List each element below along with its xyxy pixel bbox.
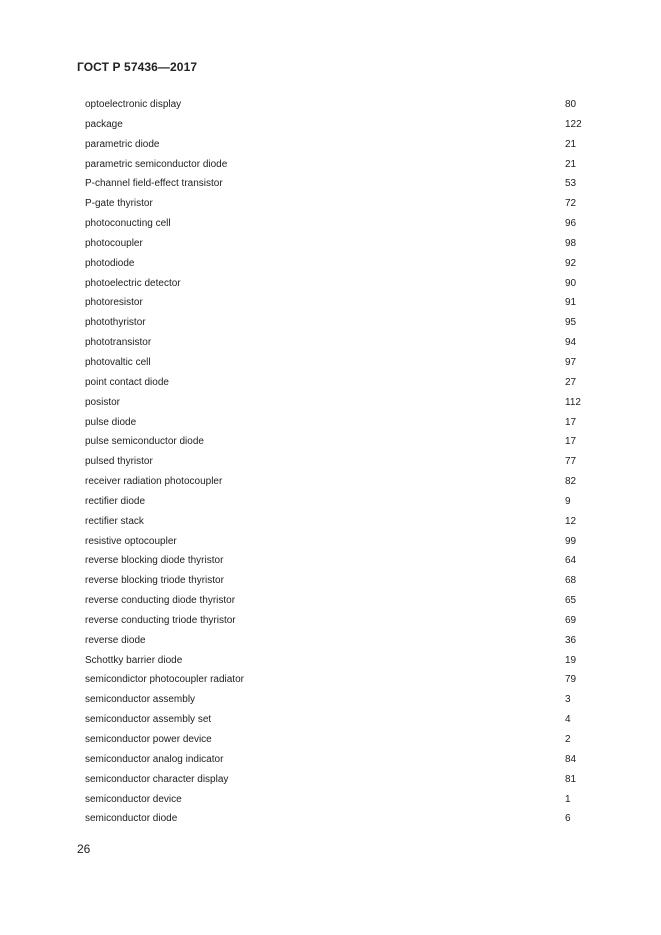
index-entry [85,214,595,234]
index-entry [85,413,595,433]
index-term: reverse conducting triode thyristor [85,614,236,626]
index-number: 68 [565,575,577,587]
index-number: 95 [565,317,577,329]
index-number: 27 [565,376,577,388]
index-term: photocoupler [85,237,143,249]
index-term: reverse conducting diode thyristor [85,595,236,607]
index-entry [85,730,595,750]
index-number: 53 [565,178,577,190]
index-entry [85,571,595,591]
page-number: 26 [77,842,91,856]
index-term: resistive optocoupler [85,535,177,547]
index-number: 4 [565,714,571,726]
index-entry [85,234,595,254]
index-number: 17 [565,416,577,428]
index-number: 17 [565,436,577,448]
index-entry [85,432,595,452]
index-term: phototransistor [85,337,152,349]
index-term: optoelectronic display [85,99,182,110]
index-term: semiconductor character display [85,773,229,785]
index-term: reverse diode [85,634,146,646]
index-term: reverse blocking triode thyristor [85,575,224,587]
index-number: 2 [565,734,571,745]
index-term: photoelectric detector [85,277,181,289]
index-number: 12 [565,515,577,527]
index-number: 91 [565,297,577,309]
index-number: 1 [565,793,571,805]
index-entry [85,135,595,155]
index-term: semiconductor assembly set [85,714,212,726]
index-number: 69 [565,614,577,626]
index-term: pulse semiconductor diode [85,436,204,448]
index-number: 90 [565,277,577,289]
index-term: photodiode [85,257,135,269]
index-number: 72 [565,198,577,210]
index-entry [85,750,595,770]
index-entry [85,333,595,353]
index-entry [85,174,595,194]
index-number: 92 [565,257,577,269]
index-term: semiconductor device [85,793,182,805]
index-entry [85,155,595,175]
index-entry [85,274,595,294]
index-term: semiconductor power device [85,734,212,745]
index-entry [85,95,595,115]
index-term: receiver radiation photocoupler [85,476,223,488]
index-number: 81 [565,773,577,785]
index-number: 3 [565,694,571,706]
index-entry [85,790,595,810]
index-number: 64 [565,555,577,567]
index-entry [85,710,595,730]
index-number: 79 [565,674,577,686]
index-entry [85,313,595,333]
index-term: semiconductor diode [85,813,178,825]
index-number: 112 [565,396,581,408]
index-term: semiconductor analog indicator [85,753,224,765]
index-term: photothyristor [85,317,146,329]
index-term: P-channel field-effect transistor [85,178,223,190]
index-term: package [85,118,123,130]
index-number: 6 [565,813,571,825]
index-term: semiconductor assembly [85,694,196,706]
index-entry [85,670,595,690]
index-term: Schottky barrier diode [85,654,183,666]
index-term: photoresistor [85,297,143,309]
index-entry [85,512,595,532]
index-number: 9 [565,495,571,507]
document-header: ГОСТ Р 57436—2017 [77,60,198,74]
index-term: parametric semiconductor diode [85,158,228,170]
index-entry [85,254,595,274]
index-term: photovaltic cell [85,356,151,368]
index-term: posistor [85,396,121,408]
index-number: 82 [565,476,577,488]
index-term: reverse blocking diode thyristor [85,555,224,567]
index-number: 122 [565,118,582,130]
index-entry [85,690,595,710]
index-term: rectifier stack [85,515,144,527]
index-entry [85,770,595,790]
term-index-list [85,95,595,829]
index-entry [85,353,595,373]
index-entry [85,293,595,313]
index-entry [85,115,595,135]
index-number: 21 [565,138,577,150]
index-number: 36 [565,634,577,646]
index-number: 21 [565,158,577,170]
index-term: semicondictor photocoupler radiator [85,674,244,686]
index-term: P-gate thyristor [85,198,153,210]
index-entry [85,373,595,393]
index-term: photoconucting cell [85,218,171,230]
index-term: rectifier diode [85,495,146,507]
index-number: 96 [565,218,577,230]
index-entry [85,631,595,651]
index-number: 84 [565,753,577,765]
index-entry [85,551,595,571]
index-entry [85,194,595,214]
index-number: 77 [565,456,577,468]
index-entry [85,492,595,512]
index-entry [85,472,595,492]
index-term: pulse diode [85,416,137,428]
index-entry [85,532,595,552]
index-number: 94 [565,337,577,349]
index-entry [85,452,595,472]
index-entry [85,393,595,413]
index-entry [85,611,595,631]
index-entry [85,591,595,611]
index-number: 65 [565,595,577,607]
index-number: 98 [565,237,577,249]
index-term: point contact diode [85,376,169,388]
index-term: parametric diode [85,138,160,150]
index-number: 97 [565,356,577,368]
index-number: 19 [565,654,577,666]
index-number: 80 [565,99,577,110]
index-term: pulsed thyristor [85,456,153,468]
index-entry [85,651,595,671]
index-entry [85,809,595,829]
index-number: 99 [565,535,577,547]
